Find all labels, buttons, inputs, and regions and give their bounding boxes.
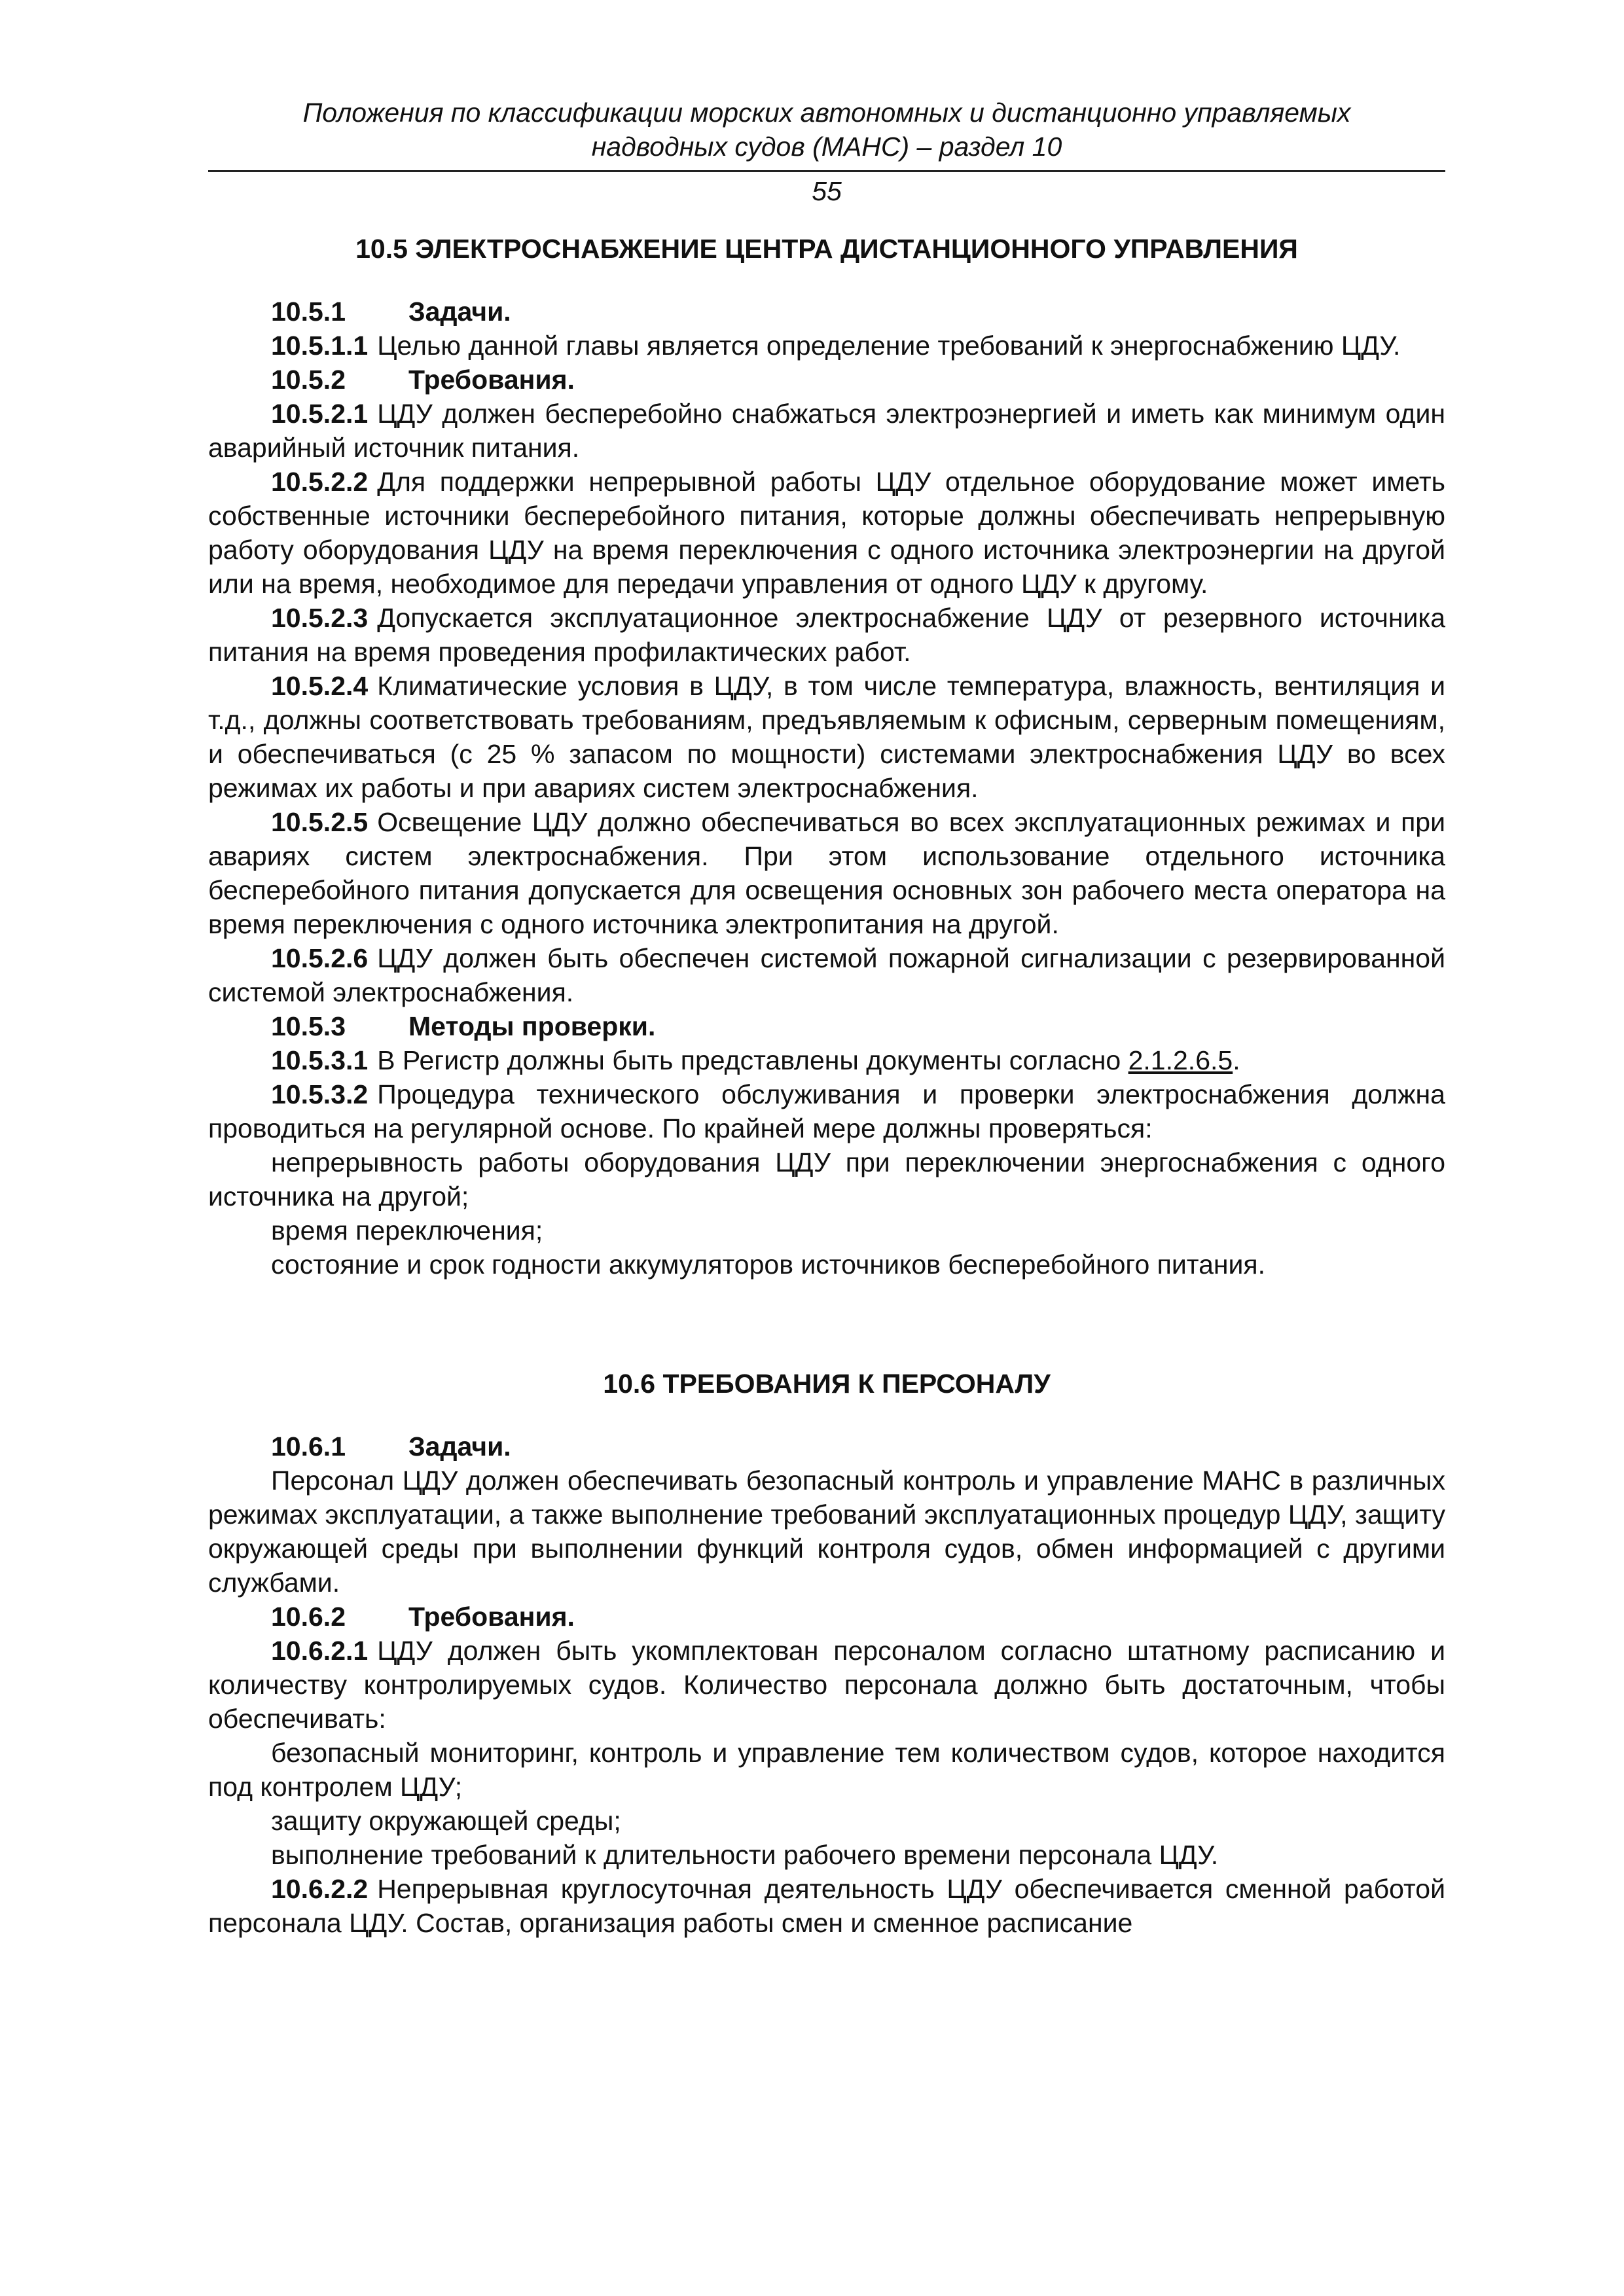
paragraph-text: ЦДУ должен быть обеспечен системой пожарной сигнализации с резервированной системой электроснабжения.	[208, 943, 1445, 1007]
subsection-heading	[208, 1009, 1445, 1043]
list-item: состояние и срок годности аккумуляторов источников бесперебойного питания.	[271, 1249, 1266, 1280]
section-10-5-title: 10.5 ЭЛЕКТРОСНАБЖЕНИЕ ЦЕНТРА ДИСТАНЦИОННОГО УПРАВЛЕНИЯ	[355, 234, 1298, 264]
paragraph-number: 10.5.2.1	[271, 399, 369, 429]
paragraph	[208, 1634, 1445, 1736]
paragraph-number: 10.5.2.5	[271, 807, 369, 837]
running-header	[208, 96, 1445, 164]
cross-reference-link[interactable]: 2.1.2.6.5	[1128, 1045, 1233, 1075]
paragraph-text: Целью данной главы является определение требований к энергоснабжению ЦДУ.	[377, 331, 1401, 361]
paragraph-number: 10.5.1.1	[271, 331, 369, 361]
paragraph-text: Допускается эксплуатационное электроснабжение ЦДУ от резервного источника питания на время проведения профилактических работ.	[208, 603, 1445, 667]
page-number: 55	[812, 176, 842, 206]
subsection-title: Требования.	[408, 1602, 575, 1632]
paragraph-text: Климатические условия в ЦДУ, в том числе температура, влажность, вентиляция и т.д., должны соответствовать требованиям, предъявляемым к офисным, серверным помещениям, и обеспечиваться (с 25 % запасом по мощности) системами электроснабжения ЦДУ во всех режимах их работы и при авариях систем электроснабжения.	[208, 671, 1445, 803]
subsection-title: Задачи.	[408, 1431, 511, 1462]
paragraph-text: Освещение ЦДУ должно обеспечиваться во всех эксплуатационных режимах и при авариях систем электроснабжения. При этом использование отдельного источника бесперебойного питания допускается для освещения основных зон рабочего места оператора на время переключения с одного источника электропитания на другой.	[208, 807, 1445, 939]
subsection-heading	[208, 363, 1445, 397]
subsection-heading	[208, 1429, 1445, 1463]
subsection-title: Требования.	[408, 365, 575, 395]
paragraph	[208, 1872, 1445, 1940]
paragraph-number: 10.5.3.2	[271, 1079, 369, 1109]
header-line-1: Положения по классификации морских автономных и дистанционно управляемых	[302, 98, 1351, 128]
document-body	[208, 232, 1445, 1940]
paragraph	[208, 1077, 1445, 1145]
subsection-number: 10.5.3	[271, 1011, 346, 1041]
subsection-number: 10.5.1	[271, 296, 346, 327]
header-rule	[208, 170, 1445, 172]
paragraph-text: Для поддержки непрерывной работы ЦДУ отдельное оборудование может иметь собственные источники бесперебойного питания, которые должны обеспечивать непрерывную работу оборудования ЦДУ на время переключения с одного источника электроэнергии на другой или на время, необходимое для передачи управления от одного ЦДУ к другому.	[208, 467, 1445, 599]
list-item: время переключения;	[271, 1215, 543, 1246]
paragraph-number: 10.5.2.2	[271, 467, 369, 497]
subsection-heading	[208, 295, 1445, 329]
paragraph-text: ЦДУ должен быть укомплектован персоналом согласно штатному расписанию и количеству контролируемых судов. Количество персонала должно быть достаточным, чтобы обеспечивать:	[208, 1636, 1445, 1734]
paragraph	[208, 669, 1445, 805]
subsection-number: 10.6.2	[271, 1602, 346, 1632]
paragraph: Персонал ЦДУ должен обеспечивать безопасный контроль и управление МАНС в различных режимах эксплуатации, а также выполнение требований эксплуатационных процедур ЦДУ, защиту окружающей среды при выполнении функций контроля судов, обмен информацией с другими службами.	[208, 1465, 1445, 1598]
subsection-title: Методы проверки.	[408, 1011, 656, 1041]
list-item: безопасный мониторинг, контроль и управление тем количеством судов, которое находится под контролем ЦДУ;	[208, 1738, 1445, 1802]
paragraph-text: В Регистр должны быть представлены документы согласно	[377, 1045, 1121, 1075]
paragraph	[208, 941, 1445, 1009]
paragraph-text: ЦДУ должен бесперебойно снабжаться электроэнергией и иметь как минимум один аварийный источник питания.	[208, 399, 1445, 463]
paragraph	[208, 329, 1445, 363]
paragraph-number: 10.5.2.6	[271, 943, 369, 973]
paragraph	[208, 397, 1445, 465]
list-item: защиту окружающей среды;	[271, 1806, 621, 1836]
paragraph	[208, 601, 1445, 669]
subsection-number: 10.5.2	[271, 365, 346, 395]
subsection-title: Задачи.	[408, 296, 511, 327]
paragraph-text: Непрерывная круглосуточная деятельность ЦДУ обеспечивается сменной работой персонала ЦДУ. Состав, организация работы смен и сменное расписание	[208, 1874, 1445, 1938]
subsection-number: 10.6.1	[271, 1431, 346, 1462]
subsection-heading	[208, 1600, 1445, 1634]
paragraph-number: 10.5.2.3	[271, 603, 369, 633]
list-item: выполнение требований к длительности рабочего времени персонала ЦДУ.	[271, 1840, 1219, 1870]
list-item: непрерывность работы оборудования ЦДУ при переключении энергоснабжения с одного источника на другой;	[208, 1147, 1445, 1211]
paragraph-number: 10.6.2.2	[271, 1874, 369, 1904]
paragraph-text: Процедура технического обслуживания и проверки электроснабжения должна проводиться на регулярной основе. По крайней мере должны проверяться:	[208, 1079, 1445, 1143]
paragraph-end: .	[1233, 1045, 1240, 1075]
paragraph	[208, 1043, 1445, 1077]
paragraph	[208, 805, 1445, 941]
paragraph-number: 10.5.3.1	[271, 1045, 369, 1075]
header-line-2: надводных судов (МАНС) – раздел 10	[591, 132, 1062, 162]
paragraph	[208, 465, 1445, 601]
paragraph-number: 10.6.2.1	[271, 1636, 369, 1666]
paragraph-number: 10.5.2.4	[271, 671, 369, 701]
section-10-6-title: 10.6 ТРЕБОВАНИЯ К ПЕРСОНАЛУ	[603, 1369, 1051, 1399]
